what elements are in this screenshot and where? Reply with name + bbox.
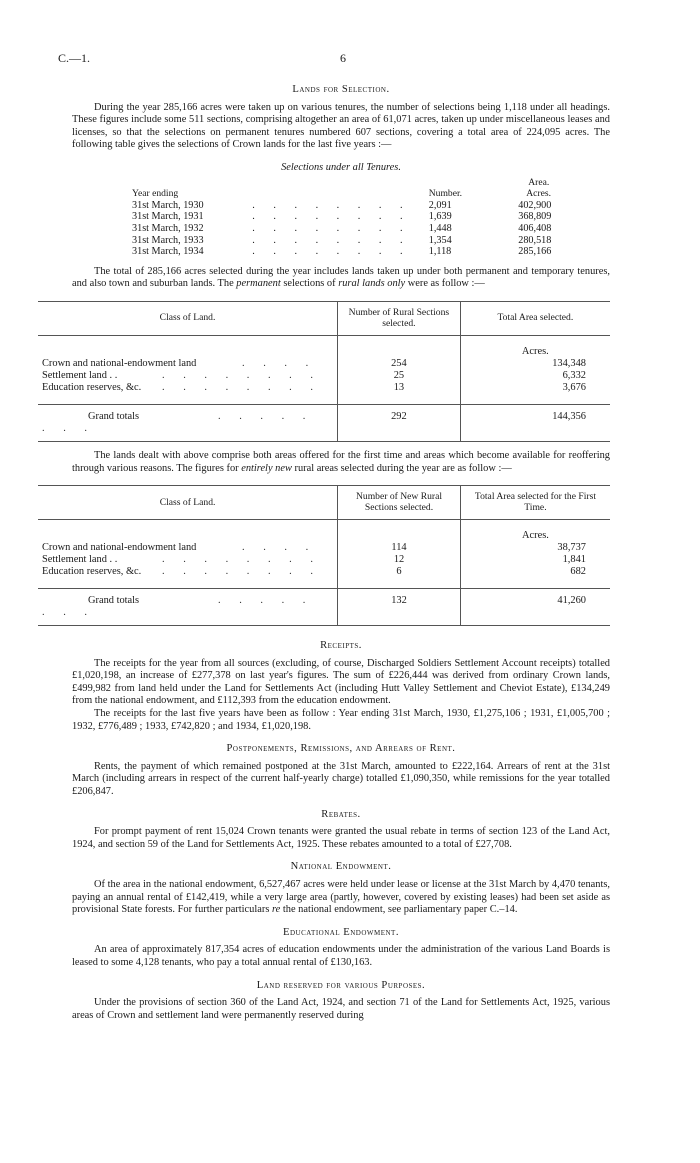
col-area-unit: Acres.: [526, 188, 552, 200]
section-heading-lands-for-selection: Lands for Selection.: [292, 84, 390, 95]
section-heading-rebates: Rebates.: [321, 808, 361, 820]
receipts-paragraph-2: The receipts for the last five years have been as follow : Year ending 31st March, 1930, £1,275,106 ; 1931, £1,005,700 ; 1932, £776,489 ; 1933, £742,820 ; and 1934, £1,020,198.: [72, 708, 610, 732]
section-heading-land-reserved: Land reserved for various Purposes.: [256, 979, 426, 991]
col-rural-sections: Number of Rural Sections selected.: [338, 301, 461, 335]
col-total-area: Total Area selected.: [460, 301, 610, 335]
total-number: 132: [338, 589, 461, 626]
col-class-of-land: Class of Land.: [38, 301, 338, 335]
row-label: Education reserves, &c.: [42, 566, 142, 578]
document-reference: C.—1.: [58, 51, 91, 65]
table-row: [132, 211, 612, 223]
page-content: [42, 80, 610, 1022]
leader-dots: . . . . . . . .: [42, 410, 314, 434]
col-number: Number.: [428, 188, 463, 200]
area-unit: Acres.: [460, 335, 610, 358]
row-number: 1,448: [428, 222, 452, 234]
grand-totals-row: [38, 404, 610, 441]
leader-dots: . . . . . . . .: [252, 199, 411, 211]
row-area: 1,841: [460, 554, 610, 566]
selections-table-caption: Selections under all Tenures.: [281, 161, 401, 173]
total-area: 41,260: [460, 589, 610, 626]
row-year: 31st March, 1933: [132, 234, 204, 246]
postponements-paragraph: Rents, the payment of which remained postponed at the 31st March, amounted to £222,164. Arrears of rent at the 31st March (including arrears in respect of the current half-yearly charge) totalled £1,090,350, while remissions for the year totalled £206,847.: [72, 760, 610, 798]
row-year: 31st March, 1930: [132, 199, 204, 211]
col-new-rural-sections: Number of New Rural Sections selected.: [338, 486, 461, 520]
section-heading-postponements: Postponements, Remissions, and Arrears of Rent.: [226, 743, 456, 755]
row-label: Settlement land . .: [42, 554, 118, 566]
grand-totals-row: [38, 589, 610, 626]
row-label: Crown and national-endowment land: [42, 542, 197, 554]
table-row: [38, 566, 610, 589]
table-row: [38, 382, 610, 405]
leader-dots: . . . .: [242, 357, 317, 369]
land-reserved-paragraph: Under the provisions of section 360 of the Land Act, 1924, and section 71 of the Land for Settlements Act, 1925, various areas of Crown and settlement land were permanently reserved during: [72, 997, 610, 1021]
rural-table-header: [38, 301, 610, 335]
row-area: 3,676: [460, 382, 610, 405]
row-area: 6,332: [460, 370, 610, 382]
grand-totals-label: Grand totals: [88, 595, 140, 607]
row-year: 31st March, 1931: [132, 211, 204, 223]
row-area: 402,900: [518, 199, 552, 211]
col-year-ending: Year ending: [132, 188, 179, 200]
lands-intro-paragraph: During the year 285,166 acres were taken up on various tenures, the number of selections being 1,118 under all headings. These figures include some 511 sections, comprising altogether an area of 61,071 acres, taken up under miscellaneous leases and licenses, so that the selections on permanent tenures numbered 607 sections, covering a total area of 224,095 acres. The following table gives the selections of Crown lands for the last five years :—: [72, 101, 610, 151]
col-class-of-land: Class of Land.: [38, 486, 338, 520]
row-area: 285,166: [518, 246, 552, 258]
row-number: 25: [338, 370, 461, 382]
row-number: 13: [338, 382, 461, 405]
leader-dots: . . . . . . . .: [252, 211, 411, 223]
national-endowment-paragraph: Of the area in the national endowment, 6,527,467 acres were held under lease or license at the 31st March by 4,470 tenants, paying an annual rental of £142,419, while a very large area (partly, however, covered by existing leases) had been set aside as provisional State forests. For further particulars re the national endowment, see parliamentary paper C.–14.: [72, 879, 610, 916]
row-area: 38,737: [460, 542, 610, 554]
section-heading-national-endowment: National Endowment.: [290, 861, 392, 873]
leader-dots: . . . . . . . .: [42, 595, 314, 619]
educational-endowment-paragraph: An area of approximately 817,354 acres of education endowments under the administration of the various Land Boards is leased to some 4,128 tenants, who pay a total annual rental of £130,163.: [72, 944, 610, 968]
col-area-label: Area.: [528, 176, 550, 188]
table-row: [132, 200, 612, 212]
area-unit: Acres.: [460, 520, 610, 543]
total-area: 144,356: [460, 404, 610, 441]
row-area: 134,348: [460, 358, 610, 370]
table-row: [132, 235, 612, 247]
total-number: 292: [338, 404, 461, 441]
table-row: [38, 542, 610, 554]
col-area: [512, 177, 612, 200]
row-area: 280,518: [518, 234, 552, 246]
leader-dots: . . . . . . . .: [162, 554, 321, 566]
receipts-paragraph-1: The receipts for the year from all sources (excluding, of course, Discharged Soldiers Settlement Account receipts) totalled £1,020,198, an increase of £277,378 on last year's figures. The sum of £226,444 was derived from ordinary Crown lands, £499,982 from land held under the Land for Settlements Act (including Hutt Valley Settlement and Cheviot Estate), £134,249 from the national endowment, and £112,393 from the education endowment.: [72, 657, 610, 707]
new-rural-table-header: [38, 486, 610, 520]
row-label: Crown and national-endowment land: [42, 357, 197, 369]
row-number: 1,118: [428, 246, 452, 258]
table-row: [132, 246, 612, 258]
leader-dots: . . . . . . . .: [252, 234, 411, 246]
row-area: 368,809: [518, 211, 552, 223]
selections-table: [132, 177, 612, 258]
row-year: 31st March, 1932: [132, 222, 204, 234]
col-total-area-first-time: Total Area selected for the First Time.: [460, 486, 610, 520]
rural-selections-table: [38, 301, 610, 442]
grand-totals-label: Grand totals: [88, 410, 140, 422]
leader-dots: . . . . . . . .: [162, 369, 321, 381]
section-heading-educational-endowment: Educational Endowment.: [283, 926, 399, 938]
row-number: 254: [338, 358, 461, 370]
new-rural-paragraph: The lands dealt with above comprise both areas offered for the first time and areas which become available for reoffering through various reasons. The figures for entirely new rural areas selected during the year are as follow :—: [72, 449, 610, 474]
leader-dots: . . . . . . . .: [252, 222, 411, 234]
row-area: 406,408: [518, 222, 552, 234]
row-label: Education reserves, &c.: [42, 381, 142, 393]
leader-dots: . . . . . . . .: [252, 246, 411, 258]
selections-table-header: [132, 177, 612, 200]
table-row: [38, 554, 610, 566]
row-area: 682: [460, 566, 610, 589]
rebates-paragraph: For prompt payment of rent 15,024 Crown tenants were granted the usual rebate in terms of section 123 of the Land Act, 1924, and section 59 of the Land for Settlements Act, 1925. These rebates amounted to a total of £27,708.: [72, 826, 610, 850]
row-number: 114: [338, 542, 461, 554]
leader-dots: . . . .: [242, 542, 317, 554]
row-year: 31st March, 1934: [132, 246, 204, 258]
row-number: 6: [338, 566, 461, 589]
new-rural-selections-table: [38, 485, 610, 626]
row-number: 2,091: [428, 199, 452, 211]
leader-dots: . . . . . . . .: [162, 381, 321, 393]
page-number: 6: [340, 51, 346, 65]
table-row: [38, 358, 610, 370]
row-number: 1,639: [428, 211, 452, 223]
leader-dots: . . . . . . . .: [162, 566, 321, 578]
row-label: Settlement land . .: [42, 369, 118, 381]
table-row: [132, 223, 612, 235]
row-number: 1,354: [428, 234, 452, 246]
section-heading-receipts: Receipts.: [320, 640, 362, 652]
row-number: 12: [338, 554, 461, 566]
table-row: [38, 370, 610, 382]
page-header: [58, 52, 648, 68]
permanent-selections-paragraph: The total of 285,166 acres selected during the year includes lands taken up under both permanent and temporary tenures, and also town and suburban lands. The permanent selections of rural lands only were as follow :—: [72, 265, 610, 290]
